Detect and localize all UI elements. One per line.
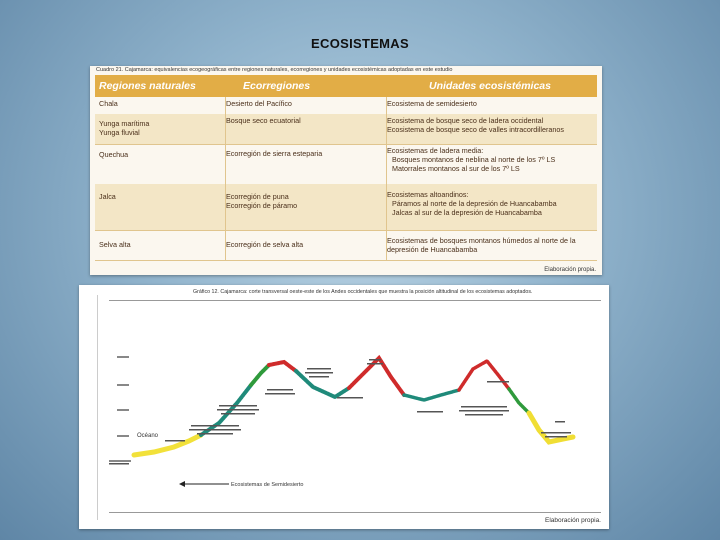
table-row — [95, 97, 597, 115]
cell-unidad: depresión de Huancabamba — [387, 245, 478, 255]
profile-source: Elaboración propia. — [544, 517, 601, 524]
table-row — [95, 114, 597, 145]
cell-region: Jalca — [99, 192, 116, 201]
table-header-row — [95, 75, 597, 97]
ecosystem-label-marks — [109, 359, 571, 465]
header-regiones: Regiones naturales — [99, 80, 196, 92]
header-ecorregiones: Ecorregiones — [243, 80, 311, 92]
cell-unidad: Páramos al norte de la depresión de Huancabamba — [392, 199, 557, 209]
andes-cross-section-image — [79, 285, 609, 529]
cell-region: Chala — [99, 99, 118, 108]
cell-unidad: Matorrales montanos al sur de los 7º LS — [392, 164, 520, 174]
cell-unidad: Ecosistemas de ladera media: — [387, 146, 484, 155]
table-row — [95, 184, 597, 231]
ecosystem-table-image — [90, 66, 602, 275]
cell-ecorregion: Ecorregión de puna — [226, 192, 289, 201]
arrow-label: Ecosistemas de Semidesierto — [231, 482, 304, 488]
cell-unidad: Ecosistema de bosque seco de valles intracordilleranos — [387, 125, 564, 135]
cell-unidad: Jalcas al sur de la depresión de Huancabamba — [392, 208, 542, 218]
ocean-label: Océano — [137, 433, 159, 439]
profile-caption: Gráfico 12. Cajamarca: corte transversal oeste-este de los Andes occidentales que muestra la posición altitudinal de los ecosistemas adoptados. — [193, 289, 533, 295]
cell-unidad: Ecosistemas de bosques montanos húmedos al norte de la — [387, 236, 576, 245]
bosque-seco-segment-3 — [404, 390, 459, 400]
cell-unidad: Ecosistema de bosque seco de ladera occidental — [387, 116, 544, 125]
direction-arrow-head — [179, 481, 185, 487]
table-row — [95, 144, 597, 185]
cell-region: Quechua — [99, 150, 129, 159]
cell-region: Yunga fluvial — [99, 128, 140, 138]
header-unidades: Unidades ecosistémicas — [429, 80, 551, 92]
y-axis-tick-marks — [109, 356, 131, 462]
column-divider — [225, 97, 226, 260]
cell-ecorregion: Ecorregión de sierra esteparia — [226, 149, 323, 158]
table-caption: Cuadro 21. Cajamarca: equivalencias ecogeográficas entre regiones naturales, ecorregiones y unidades ecosistémicas adoptadas en este estudio — [96, 67, 453, 73]
cell-ecorregion: Bosque seco ecuatorial — [226, 116, 301, 125]
cell-unidad: Ecosistemas altoandinos: — [387, 190, 469, 199]
cell-region: Selva alta — [99, 240, 131, 249]
bosque-seco-segment-2 — [296, 371, 349, 397]
cell-unidad: Bosques montanos de neblina al norte de los 7º LS — [392, 155, 556, 165]
altitude-profile-svg — [79, 285, 609, 529]
cell-unidad: Ecosistema de semidesierto — [387, 99, 477, 108]
table-source: Elaboración propia. — [544, 267, 596, 273]
cell-ecorregion: Ecorregión de selva alta — [226, 240, 304, 249]
ladera-este-segment — [509, 389, 529, 413]
este-bajo-segment — [529, 413, 573, 442]
slide-title: ECOSISTEMAS — [311, 36, 409, 51]
column-divider — [386, 97, 387, 260]
cell-ecorregion: Ecorregión de páramo — [226, 201, 298, 211]
table-row — [95, 230, 597, 261]
altoandino-segment-1 — [269, 362, 296, 371]
transicion-segment — [251, 365, 269, 385]
cell-ecorregion: Desierto del Pacífico — [226, 99, 292, 108]
altoandino-segment-3 — [459, 361, 509, 390]
cell-region: Yunga marítima — [99, 119, 150, 128]
